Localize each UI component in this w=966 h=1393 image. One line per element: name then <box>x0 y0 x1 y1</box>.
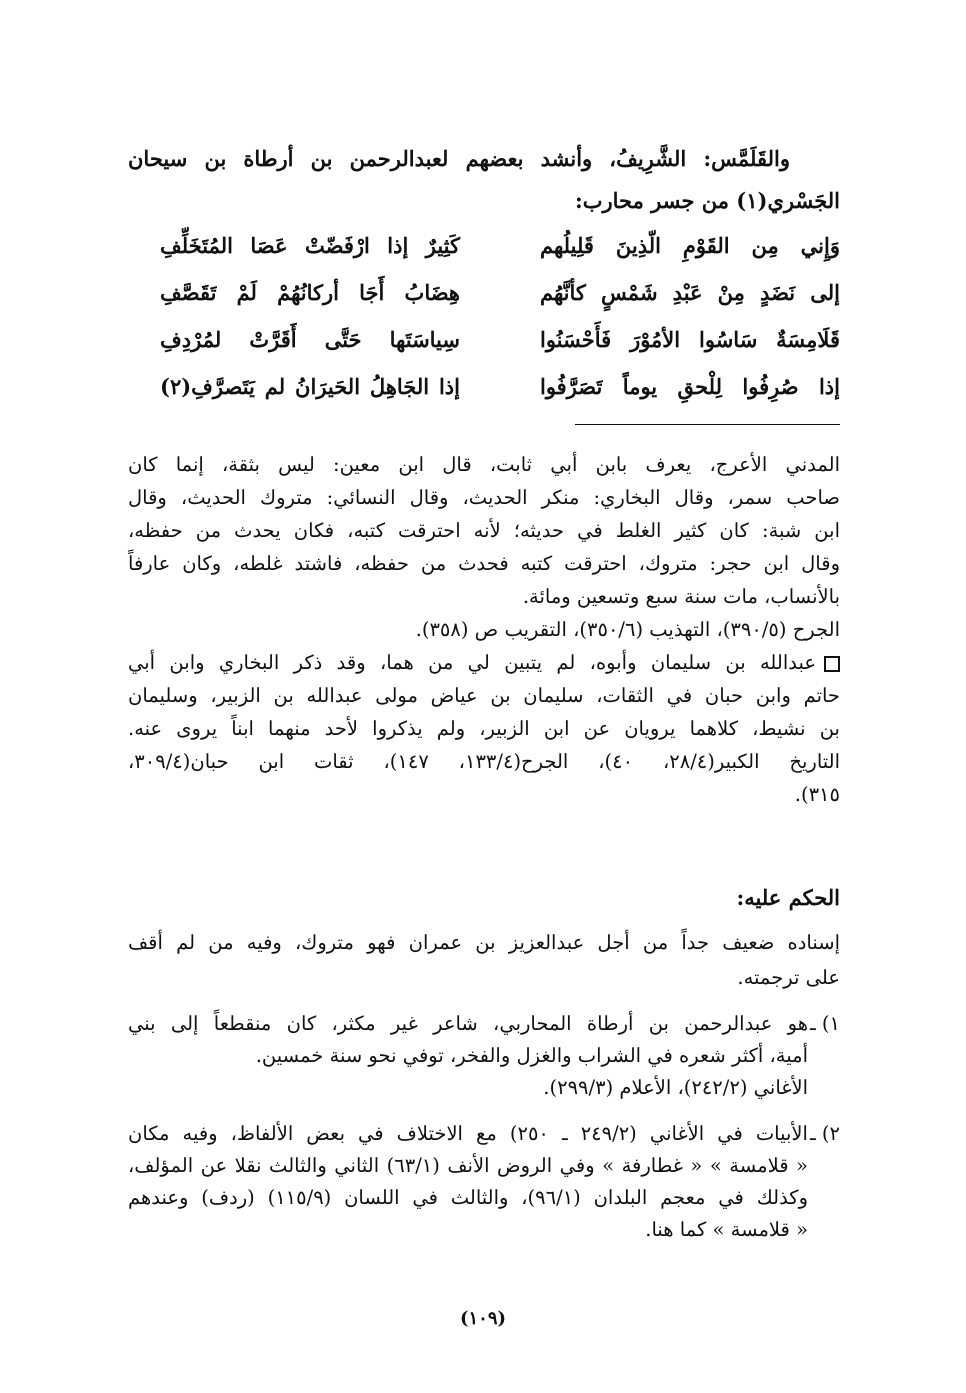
note-line: المدني الأعرج، يعرف بابن أبي ثابت، قال ابن معين: ليس بثقة، إنما كان <box>128 453 840 476</box>
verse-first-hemistich: إلى نَضَدٍ مِنْ عَبْدِ شَمْسٍ كأنَّهُم <box>540 280 840 305</box>
poem-verse <box>160 316 840 363</box>
note-line: ٣١٥). <box>794 783 840 806</box>
footnote-line: « قلامسة » « غطارفة » وفي الروض الأنف (٦٣/١) الثاني والثالث نقلا عن المؤلف، <box>128 1154 808 1177</box>
poem-verse <box>160 363 840 410</box>
note-line: وقال ابن حجر: متروك، احترقت كتبه فحدث من حفظه، فاشتد غلطه، وكان عارفاً <box>128 552 840 575</box>
note-line: بالأنساب، مات سنة سبع وتسعين ومائة. <box>522 585 840 608</box>
note-line: عبدالله بن سليمان وأبوه، لم يتبين لي من هما، وقد ذكر البخاري وابن أبي <box>128 651 816 674</box>
note-line: بن نشيط، كلاهما يرويان عن ابن الزبير، ولم يذكروا لأحد منهما ابناً يروى عنه. <box>128 717 840 740</box>
footnote-line: « قلامسة » كما هنا. <box>645 1218 808 1241</box>
note-entry <box>128 646 840 679</box>
poem <box>160 222 840 410</box>
verse-first-hemistich: قَلَامِسَةٌ سَاسُوا الأمُوْرَ فَأَحْسَنُوا <box>540 327 840 352</box>
footnote-number: ٢) ـ <box>809 1122 840 1145</box>
ruling-line: على ترجمته. <box>737 966 840 989</box>
main-text <box>128 138 840 222</box>
main-text-line: والقَلَمَّس: الشَّرِيفُ، وأنشد بعضهم لعبدالرحمن بن أرطاة بن سيحان <box>128 146 790 171</box>
footnote-line: هو عبدالرحمن بن أرطاة المحاربي، شاعر غير مكثر، كان منقطعاً إلى بني <box>128 1012 808 1035</box>
footnote-line: الأبيات في الأغاني (٢٤٩/٢ ـ ٢٥٠) مع الاختلاف في بعض الألفاظ، وفيه مكان <box>128 1122 808 1145</box>
footnote-line: وكذلك في معجم البلدان (٩٦/١)، والثالث في اللسان (١١٥/٩) (ردف) وعندهم <box>128 1186 808 1209</box>
note-line: حاتم وابن حبان في الثقات، سليمان بن عياض مولى عبدالله بن الزبير، وسليمان <box>128 684 840 707</box>
note-line: التاريخ الكبير(٢٨/٤، ٤٠)، الجرح(١٣٣/٤، ١٤٧)، ثقات ابن حبان(٣٠٩/٤، <box>128 750 840 773</box>
ruling-heading: الحكم عليه: <box>736 885 840 910</box>
verse-second-hemistich: هِضَابُ أَجَا أركانُهُمْ لَمْ تَقَصَّفِ <box>160 280 460 305</box>
verse-second-hemistich: كَثِيرٌ إذا ارْفَضّتْ عَصَا المُتَخَلِّفِ <box>160 233 460 258</box>
narrator-notes <box>128 448 840 811</box>
verse-first-hemistich: وَإِني مِن القَوْمِ الّذِينَ قَلِيلُهم <box>540 233 840 258</box>
verse-second-hemistich: سِياسَتَها حَتَّى أَقَرَّتْ لمُرْدِفِ <box>160 327 460 352</box>
footnote-1 <box>128 1008 840 1104</box>
square-bullet-icon <box>824 656 840 672</box>
poem-verse <box>160 222 840 269</box>
verse-second-hemistich: إذا الجَاهِلُ الحَيرَانُ لم يَتَصرَّفِ(٢) <box>160 374 460 399</box>
footnote-2 <box>128 1118 840 1246</box>
footnote-divider <box>575 424 840 425</box>
main-text-line: الجَسْري(١) من جسر محارب: <box>574 188 840 213</box>
note-line: ابن شبة: كان كثير الغلط في حديثه؛ لأنه احترقت كتبه، فكان يحدث من حفظه، <box>128 519 840 542</box>
verse-first-hemistich: إذا صُرِفُوا لِلْحقِ يوماً تَصَرَّفُوا <box>540 374 840 399</box>
ruling-line: إسناده ضعيف جداً من أجل عبدالعزيز بن عمران فهو متروك، وفيه من لم أقف <box>128 931 840 954</box>
page-number: (١٠٩) <box>459 1308 507 1329</box>
footnote-line: الأغاني (٢٤٢/٢)، الأعلام (٢٩٩/٣). <box>543 1076 808 1099</box>
footnote-number: ١) ـ <box>809 1012 840 1035</box>
poem-verse <box>160 269 840 316</box>
note-line: صاحب سمر، وقال البخاري: منكر الحديث، وقال النسائي: متروك الحديث، وقال <box>128 486 840 509</box>
note-line: الجرح (٣٩٠/٥)، التهذيب (٣٥٠/٦)، التقريب ص (٣٥٨). <box>415 618 840 641</box>
footnote-line: أمية، أكثر شعره في الشراب والغزل والفخر، توفي نحو سنة خمسين. <box>255 1044 808 1067</box>
ruling-text <box>128 925 840 995</box>
